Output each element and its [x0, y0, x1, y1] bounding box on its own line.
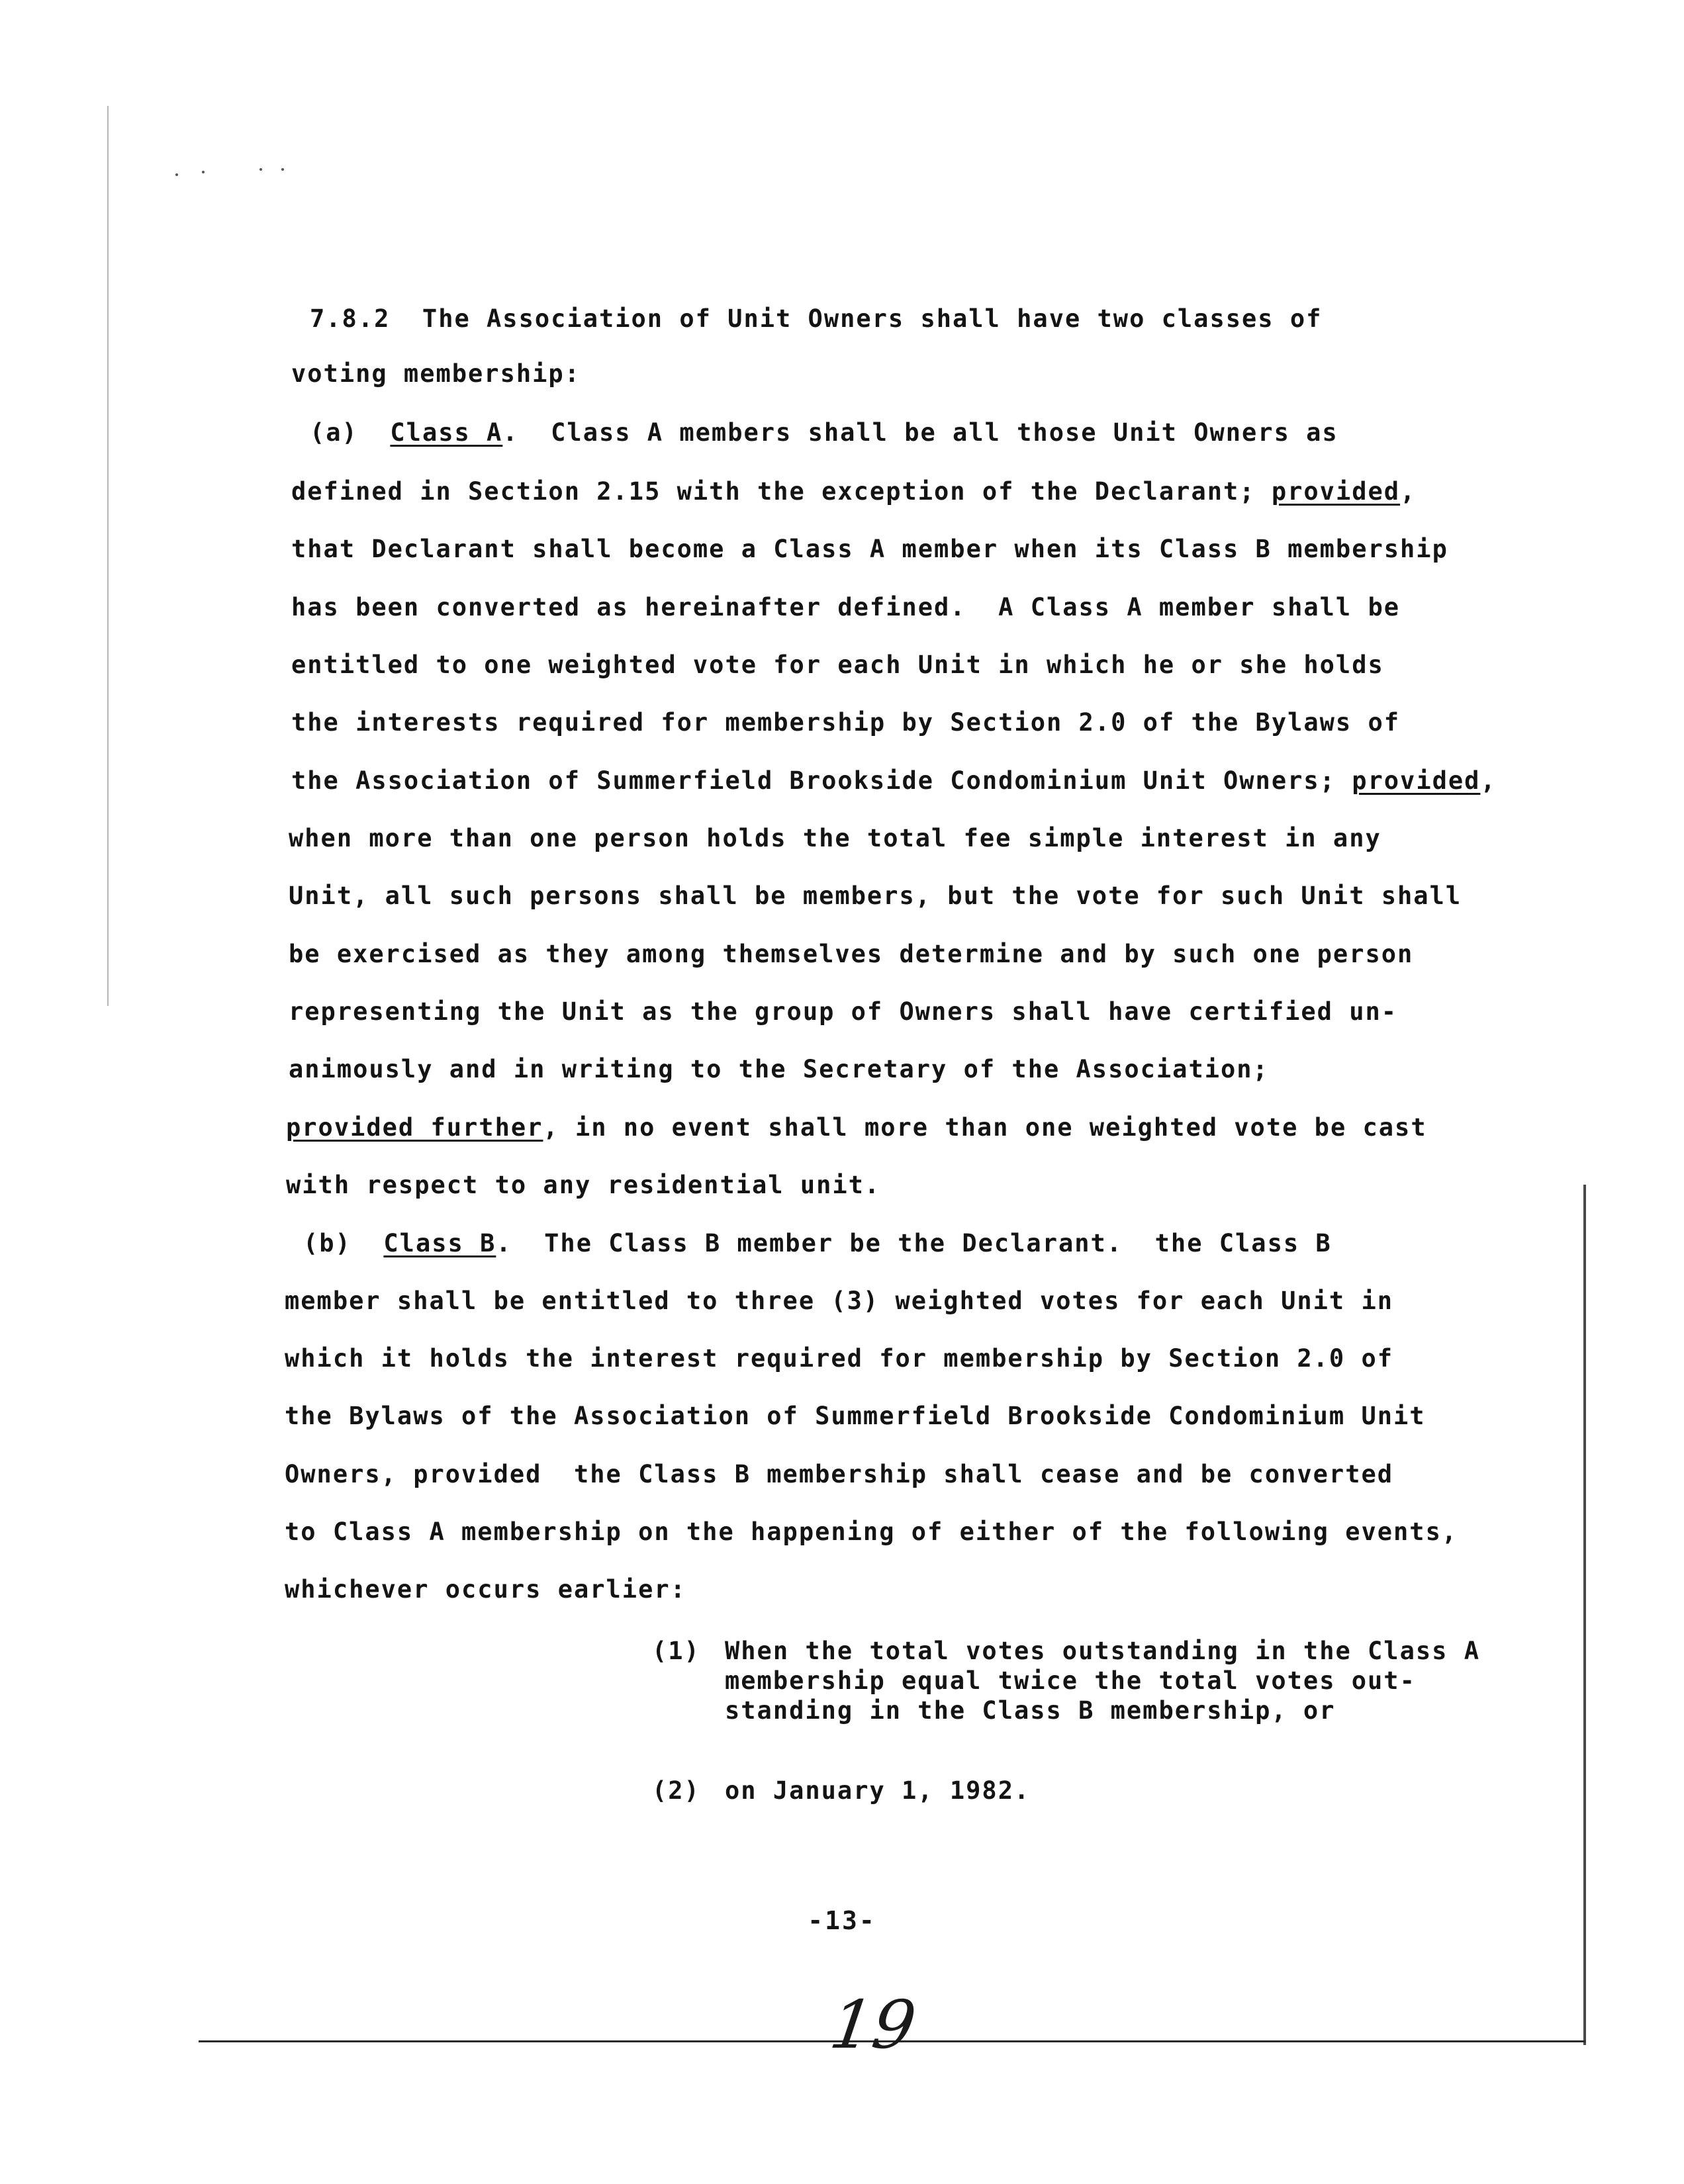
- text-line: whichever occurs earlier:: [285, 1575, 686, 1604]
- text-line: that Declarant shall become a Class A member when its Class B membership: [291, 535, 1448, 563]
- paragraph-b-first-line: [303, 1229, 1332, 1258]
- class-b-heading: Class B: [383, 1229, 496, 1257]
- class-a-heading: Class A: [390, 418, 503, 447]
- paragraph-a-first-line: [310, 418, 1338, 447]
- text-line: Unit, all such persons shall be members, but the vote for such Unit shall: [289, 882, 1462, 910]
- paragraph-b-marker: (b): [303, 1229, 384, 1257]
- scan-speck: [259, 168, 262, 171]
- text-line: with respect to any residential unit.: [286, 1171, 881, 1199]
- provided-further-term: provided further: [286, 1113, 543, 1142]
- text-line: be exercised as they among themselves determine and by such one person: [289, 940, 1414, 968]
- text-line: voting membership:: [291, 359, 581, 388]
- page-number: -13-: [808, 1906, 876, 1935]
- event-number: (1): [652, 1637, 700, 1665]
- text-line: representing the Unit as the group of Owners shall have certified un-: [289, 997, 1398, 1026]
- text-line: when more than one person holds the total fee simple interest in any: [289, 824, 1381, 852]
- paragraph-a-marker: (a): [310, 418, 391, 447]
- event-text-line: When the total votes outstanding in the Class A: [725, 1637, 1480, 1665]
- text-line: to Class A membership on the happening of either of the following events,: [285, 1518, 1458, 1546]
- left-scan-edge: [107, 106, 109, 1006]
- event-text-line: on January 1, 1982.: [725, 1776, 1031, 1805]
- text-line: entitled to one weighted vote for each Unit in which he or she holds: [291, 651, 1384, 679]
- event-item-2: [652, 1776, 1592, 1809]
- event-text-line: standing in the Class B membership, or: [725, 1696, 1336, 1725]
- text-line: member shall be entitled to three (3) weighted votes for each Unit in: [285, 1287, 1394, 1315]
- scan-speck: [281, 168, 284, 171]
- section-heading: 7.8.2 The Association of Unit Owners shall have two classes of: [310, 304, 1323, 333]
- handwritten-page-number: 19: [825, 1986, 921, 2064]
- provided-term: provided: [1271, 477, 1401, 506]
- event-item-1: [652, 1636, 1592, 1729]
- text-line: the Bylaws of the Association of Summerfield Brookside Condominium Unit: [285, 1402, 1426, 1430]
- text-line: the Association of Summerfield Brookside Condominium Unit Owners; provided,: [291, 766, 1497, 795]
- paragraph-a-text: . Class A members shall be all those Unit Owners as: [502, 418, 1338, 447]
- event-number: (2): [652, 1776, 700, 1805]
- text-line: which it holds the interest required for membership by Section 2.0 of: [285, 1344, 1394, 1373]
- text-line: has been converted as hereinafter defined. A Class A member shall be: [291, 593, 1401, 621]
- scan-speck: [175, 173, 178, 176]
- paragraph-b-text: . The Class B member be the Declarant. the Class B: [496, 1229, 1332, 1257]
- text-line: defined in Section 2.15 with the exception of the Declarant; provided,: [291, 477, 1417, 506]
- text-line: provided further, in no event shall more than one weighted vote be cast: [286, 1113, 1427, 1142]
- text-line: Owners, provided the Class B membership shall cease and be converted: [285, 1460, 1394, 1488]
- text-line: animously and in writing to the Secretary of the Association;: [289, 1055, 1269, 1083]
- scan-speck: [202, 171, 205, 173]
- event-text-line: membership equal twice the total votes out-: [725, 1666, 1416, 1695]
- provided-term: provided: [1352, 766, 1481, 795]
- text-line: the interests required for membership by Section 2.0 of the Bylaws of: [291, 708, 1401, 737]
